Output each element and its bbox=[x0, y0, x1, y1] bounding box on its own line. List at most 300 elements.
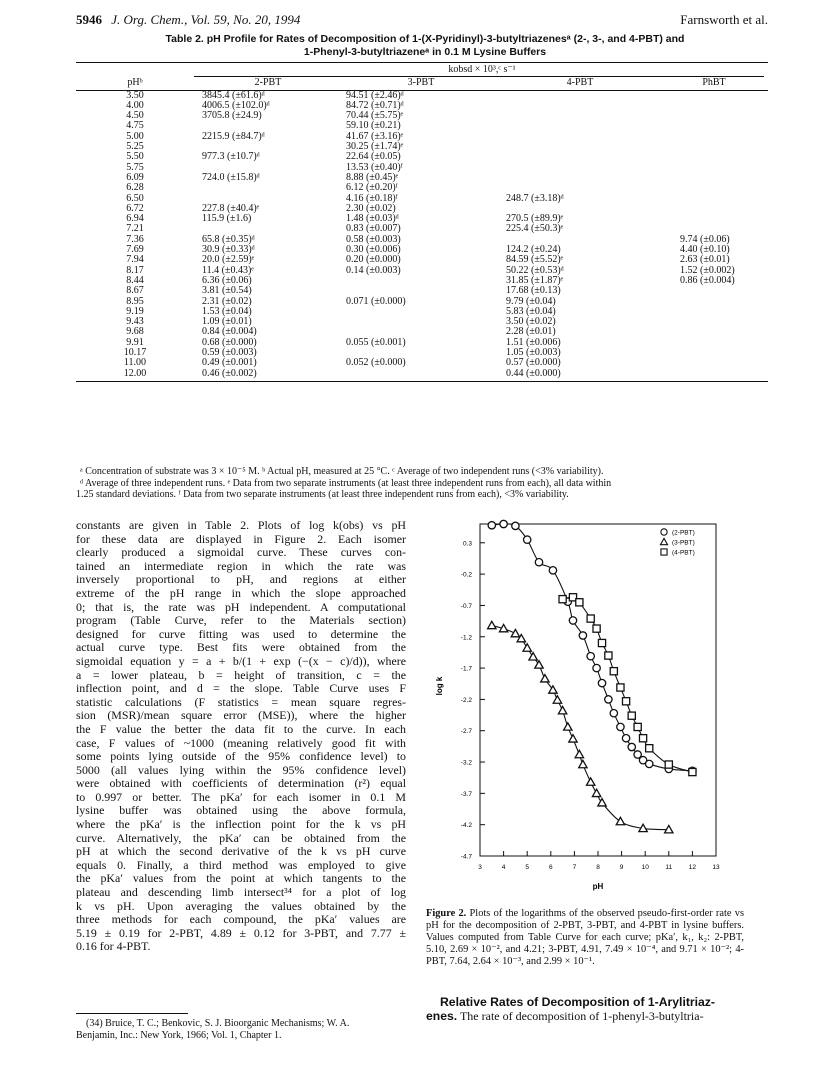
table-cell: 22.64 (±0.05) bbox=[346, 151, 401, 163]
figure-2 bbox=[426, 510, 746, 898]
table-cell: 11.00 bbox=[123, 357, 147, 369]
reference-line: (34) Bruice, T. C.; Benkovic, S. J. Bioorganic Mechanisms; W. A. bbox=[86, 1018, 350, 1029]
table-cell bbox=[342, 307, 500, 317]
table-cell: 270.5 (±89.9)ᵉ bbox=[506, 213, 564, 225]
table-cell: 9.91 bbox=[126, 336, 144, 348]
table-row bbox=[76, 317, 768, 327]
body-line: 5000 (all values lying within the 95% confidence level) bbox=[76, 762, 406, 777]
body-line: case, F values of ~1000 (meaning relatively good fit with bbox=[76, 735, 406, 750]
table-cell: 6.94 bbox=[126, 213, 144, 225]
table-cell: 70.44 (±5.75)ᵉ bbox=[346, 110, 404, 122]
table-cell bbox=[660, 152, 768, 162]
table-cell bbox=[660, 204, 768, 214]
table-cell: 7.36 bbox=[126, 233, 144, 245]
table-cell bbox=[500, 101, 660, 111]
table-cell: 6.36 (±0.06) bbox=[202, 274, 252, 286]
table-row bbox=[76, 297, 768, 307]
table-cell: 115.9 (±1.6) bbox=[202, 213, 252, 225]
data-point-triangle bbox=[558, 706, 566, 713]
table-cell bbox=[660, 369, 768, 379]
table-title-line: Table 2. pH Profile for Rates of Decomposition of 1-(X-Pyridinyl)-3-butyltriazenesᵃ (2-, 3-, and 4-PBT) and bbox=[165, 33, 685, 45]
table-row bbox=[76, 235, 768, 245]
x-tick-label: 4 bbox=[501, 864, 506, 871]
table-cell: 4.75 bbox=[126, 120, 144, 132]
data-point-square bbox=[593, 625, 600, 632]
table-cell bbox=[660, 183, 768, 193]
table-cell: 0.30 (±0.006) bbox=[346, 244, 401, 256]
data-point-circle bbox=[605, 696, 612, 703]
x-tick-label: 7 bbox=[572, 864, 577, 871]
data-point-circle bbox=[569, 617, 576, 624]
table-row bbox=[76, 266, 768, 276]
table-cell bbox=[660, 173, 768, 183]
body-line: the F value the better the data fit to the curve. In each bbox=[76, 721, 406, 736]
table-cell: 2.63 (±0.01) bbox=[680, 254, 730, 266]
data-point-triangle bbox=[553, 696, 561, 703]
data-point-circle bbox=[622, 735, 629, 742]
table-cell: 7.21 bbox=[126, 223, 144, 235]
table-cell: 0.20 (±0.000) bbox=[346, 254, 401, 266]
fit-curve-square bbox=[563, 597, 693, 772]
data-point-square bbox=[689, 768, 696, 775]
table-cell: 8.17 bbox=[126, 264, 144, 276]
table-cell bbox=[500, 163, 660, 173]
x-tick-label: 11 bbox=[665, 864, 673, 871]
table-cell bbox=[660, 91, 768, 101]
caption-text: Plots of the logarithms of the observed pseudo-first-order rate vs pH for the decomposition of 2-PBT, 3-PBT, and 4-PBT in lysine buffers. Values computed from Table Curve for each curve; pKa′, k₁, k₂: 2-PBT, 5.10, 2.69 × 10⁻², and 4.21; 3-PBT, 4.91, 7.49 × 10⁻⁴, and 9.71 × 10⁻²; 4-PBT, 7.64, 2.64 × 10⁻³, and 2.99 × 10⁻¹. bbox=[426, 908, 744, 967]
body-line: lysine buffer was obtained using the above formula, bbox=[76, 803, 406, 818]
table-cell: 8.88 (±0.45)ᵉ bbox=[346, 171, 399, 183]
footnote-line: ᵃ Concentration of substrate was 3 × 10⁻⁵ M. ᵇ Actual pH, measured at 25 °C. ᶜ Average of two independent runs (<3% variability). bbox=[80, 466, 604, 477]
x-tick-label: 9 bbox=[619, 864, 624, 871]
table-cell bbox=[342, 276, 500, 286]
table-body bbox=[76, 91, 768, 381]
table-cell: 5.75 bbox=[126, 161, 144, 173]
y-tick-label: -3.7 bbox=[460, 790, 472, 798]
caption-label: Figure 2. bbox=[426, 908, 467, 919]
table-row bbox=[76, 338, 768, 348]
body-line: where the pKa′ is the inflection point for the k vs pH bbox=[76, 817, 406, 832]
data-point-circle bbox=[593, 664, 600, 671]
data-point-square bbox=[622, 698, 629, 705]
column-header: PhBT bbox=[702, 77, 726, 89]
legend-marker-square bbox=[661, 549, 667, 555]
table-row bbox=[76, 286, 768, 296]
table-row bbox=[76, 111, 768, 121]
figure-2-chart bbox=[426, 510, 746, 898]
data-point-triangle bbox=[488, 621, 496, 628]
table-cell bbox=[660, 111, 768, 121]
data-point-square bbox=[559, 596, 566, 603]
table-cell bbox=[500, 132, 660, 142]
x-tick-label: 5 bbox=[525, 864, 530, 871]
table-row bbox=[76, 163, 768, 173]
table-cell: 0.14 (±0.003) bbox=[346, 264, 401, 276]
table-row bbox=[76, 152, 768, 162]
table-cell: 0.57 (±0.000) bbox=[506, 357, 561, 369]
x-tick-label: 3 bbox=[478, 864, 482, 871]
data-point-triangle bbox=[569, 735, 577, 742]
data-point-square bbox=[639, 735, 646, 742]
table-row bbox=[76, 132, 768, 142]
table-cell: 0.58 (±0.003) bbox=[346, 233, 401, 245]
table-cell bbox=[500, 152, 660, 162]
table-cell: 0.46 (±0.002) bbox=[202, 367, 257, 379]
table-cell: 0.59 (±0.003) bbox=[202, 347, 257, 359]
table-cell: 1.05 (±0.003) bbox=[506, 347, 561, 359]
table-cell: 8.44 bbox=[126, 274, 144, 286]
table-cell: 6.12 (±0.20)ᶠ bbox=[346, 182, 398, 194]
table-cell: 0.44 (±0.000) bbox=[506, 367, 561, 379]
body-line: designed for curve fitting was used to determine the bbox=[76, 626, 406, 641]
table-cell bbox=[342, 317, 500, 327]
table-cell: 9.43 bbox=[126, 316, 144, 328]
table-row bbox=[76, 194, 768, 204]
table-cell: 12.00 bbox=[123, 367, 147, 379]
table-cell: 3845.4 (±61.6)ᵈ bbox=[202, 89, 265, 101]
data-point-circle bbox=[598, 679, 605, 686]
table-row bbox=[76, 255, 768, 265]
data-table bbox=[76, 62, 768, 382]
data-point-triangle bbox=[541, 675, 549, 682]
table-cell: 2.31 (±0.02) bbox=[202, 295, 252, 307]
legend-label: (4-PBT) bbox=[672, 549, 695, 557]
table-cell: 7.94 bbox=[126, 254, 144, 266]
data-point-circle bbox=[488, 522, 495, 529]
table-row bbox=[76, 121, 768, 131]
reference-line: Benjamin, Inc.: New York, 1966; Vol. 1, Chapter 1. bbox=[76, 1029, 282, 1041]
x-tick-label: 10 bbox=[641, 864, 649, 871]
y-tick-label: -1.7 bbox=[460, 665, 472, 673]
data-point-circle bbox=[500, 520, 507, 527]
running-head bbox=[76, 12, 768, 30]
data-point-square bbox=[628, 712, 635, 719]
table-cell: 17.68 (±0.13) bbox=[506, 285, 561, 297]
table-cell bbox=[342, 369, 500, 379]
table-cell: 11.4 (±0.43)ᵉ bbox=[202, 264, 254, 276]
table-cell bbox=[660, 101, 768, 111]
table-cell: 977.3 (±10.7)ᵈ bbox=[202, 151, 260, 163]
table-row bbox=[76, 142, 768, 152]
data-point-circle bbox=[587, 652, 594, 659]
table-cell bbox=[500, 121, 660, 131]
data-point-circle bbox=[549, 567, 556, 574]
table-row bbox=[76, 348, 768, 358]
table-cell: 7.69 bbox=[126, 244, 144, 256]
page-number: 5946 bbox=[76, 12, 102, 27]
table-cell bbox=[500, 173, 660, 183]
data-point-triangle bbox=[575, 750, 583, 757]
table-cell: 0.68 (±0.000) bbox=[202, 336, 257, 348]
body-line: actual curve type. Best fits were obtained from the bbox=[76, 640, 406, 655]
table-cell: 3.81 (±0.54) bbox=[202, 285, 252, 297]
table-cell: 724.0 (±15.8)ᵈ bbox=[202, 171, 260, 183]
table-row bbox=[76, 204, 768, 214]
body-line: a = lower plateau, b = height of transition, c = the bbox=[76, 667, 406, 682]
table-row bbox=[76, 276, 768, 286]
data-point-circle bbox=[617, 723, 624, 730]
y-tick-label: -2.2 bbox=[460, 696, 472, 704]
body-line: k vs pH. Upon averaging the values obtained by the bbox=[76, 898, 406, 913]
body-line: sigmoidal equation y = a + b/(1 + exp (−(x − c)/d)), where bbox=[76, 653, 406, 668]
y-tick-label: -2.7 bbox=[460, 728, 472, 736]
table-cell bbox=[660, 317, 768, 327]
table-cell bbox=[660, 358, 768, 368]
footnote-line: ᵈ Average of three independent runs. ᵉ Data from two separate instruments (at least three independent runs from each), all data within bbox=[80, 477, 612, 489]
fit-curve-circle bbox=[492, 524, 693, 771]
y-tick-label: -0.2 bbox=[460, 571, 472, 579]
table-cell bbox=[342, 286, 500, 296]
table-cell: 8.67 bbox=[126, 285, 144, 297]
section-start bbox=[426, 995, 744, 1023]
table-row bbox=[76, 327, 768, 337]
table-cell: 10.17 bbox=[123, 347, 147, 359]
data-point-triangle bbox=[616, 817, 624, 824]
data-point-triangle bbox=[592, 789, 600, 796]
x-axis-label: pH bbox=[592, 882, 604, 891]
legend-marker-circle bbox=[661, 529, 667, 535]
table-cell: 4.40 (±0.10) bbox=[680, 244, 730, 256]
table-cell: 84.72 (±0.71)ᵈ bbox=[346, 99, 404, 111]
table-cell: 8.95 bbox=[126, 295, 144, 307]
body-line: equals 0. Finally, a third method was employed to give bbox=[76, 857, 406, 872]
column-header: 2-PBT bbox=[254, 77, 282, 89]
body-line: inflection point, and d = the slope. Table Curve uses F bbox=[76, 681, 406, 696]
table-cell: 0.84 (±0.004) bbox=[202, 326, 257, 338]
table-cell: 0.071 (±0.000) bbox=[346, 295, 406, 307]
table-row bbox=[76, 91, 768, 101]
legend-marker-triangle bbox=[660, 538, 667, 544]
table-cell: 3.50 (±0.02) bbox=[506, 316, 556, 328]
table-cell: 65.8 (±0.35)ᵈ bbox=[202, 233, 255, 245]
x-tick-label: 12 bbox=[688, 864, 697, 871]
table-cell bbox=[500, 91, 660, 101]
body-line: some points lying outside of the 95% confidence level) to bbox=[76, 749, 406, 764]
column-header: pHᵇ bbox=[127, 77, 143, 89]
body-line: extreme of the pH range in which the slope approached bbox=[76, 585, 406, 600]
data-point-triangle bbox=[511, 629, 519, 636]
table-header-row bbox=[76, 78, 768, 90]
y-tick-label: -0.7 bbox=[460, 602, 472, 610]
table-row bbox=[76, 224, 768, 234]
data-point-square bbox=[576, 599, 583, 606]
data-point-circle bbox=[646, 760, 653, 767]
table-cell: 20.0 (±2.59)ᵉ bbox=[202, 254, 255, 266]
table-row bbox=[76, 358, 768, 368]
table-cell: 4.00 bbox=[126, 99, 144, 111]
body-line: 0; that is, the rate was pH independent. A computational bbox=[76, 599, 406, 614]
table-cell: 4006.5 (±102.0)ᵈ bbox=[202, 99, 270, 111]
legend-label: (2-PBT) bbox=[672, 529, 695, 537]
body-line: sion (MSR)/mean square error (MSE)), where the higher bbox=[76, 708, 406, 723]
table-cell bbox=[660, 307, 768, 317]
data-point-square bbox=[598, 639, 605, 646]
legend-label: (3-PBT) bbox=[672, 539, 695, 547]
body-line: program (Table Curve, refer to the Materials section) bbox=[76, 613, 406, 628]
data-point-triangle bbox=[535, 661, 543, 668]
x-tick-label: 6 bbox=[548, 864, 553, 871]
table-cell bbox=[660, 194, 768, 204]
body-line: plateau and descending limb intersect³⁴ for a plot of log bbox=[76, 885, 406, 900]
data-point-circle bbox=[512, 522, 519, 529]
table-cell: 1.48 (±0.03)ᵈ bbox=[346, 213, 399, 225]
journal-citation: J. Org. Chem., Vol. 59, No. 20, 1994 bbox=[111, 12, 301, 27]
table-row bbox=[76, 369, 768, 379]
data-point-circle bbox=[610, 709, 617, 716]
data-point-square bbox=[617, 684, 624, 691]
table-cell bbox=[660, 214, 768, 224]
table-cell: 3705.8 (±24.9) bbox=[202, 110, 262, 122]
column-header: 3-PBT bbox=[407, 77, 435, 89]
table-cell: 4.50 bbox=[126, 110, 144, 122]
table-cell: 0.83 (±0.007) bbox=[346, 223, 401, 235]
table-row bbox=[76, 173, 768, 183]
table-cell: 94.51 (±2.46)ᵈ bbox=[346, 89, 404, 101]
body-line: statistic calculations (F statistics = mean square regres- bbox=[76, 694, 406, 709]
body-line: 0.16 for 4-PBT. bbox=[76, 939, 151, 954]
body-line: the pKa′ values from the point at which tangents to the bbox=[76, 871, 406, 886]
table-cell bbox=[660, 327, 768, 337]
table-cell: 6.09 bbox=[126, 171, 144, 183]
running-author: Farnsworth et al. bbox=[680, 12, 768, 27]
header-rule bbox=[194, 76, 764, 77]
table-cell: 6.28 bbox=[126, 182, 144, 194]
table-cell: 9.79 (±0.04) bbox=[506, 295, 556, 307]
table-cell bbox=[660, 297, 768, 307]
data-point-square bbox=[646, 745, 653, 752]
body-line: were obtained with coefficients of determination (r²) equal bbox=[76, 776, 406, 791]
table-title-line: 1-Phenyl-3-butyltriazeneᵃ in 0.1 M Lysine Buffers bbox=[303, 46, 547, 58]
body-line: 5.19 ± 0.19 for 2-PBT, 4.89 ± 0.12 for 3-PBT, and 7.77 ± bbox=[76, 925, 406, 940]
data-point-square bbox=[587, 615, 594, 622]
table-footnotes bbox=[76, 466, 772, 501]
data-point-circle bbox=[524, 536, 531, 543]
table-cell: 0.86 (±0.004) bbox=[680, 274, 735, 286]
table-row bbox=[76, 101, 768, 111]
body-line: constants are given in Table 2. Plots of log k(obs) vs pH bbox=[76, 518, 406, 532]
table-cell: 59.10 (±0.21) bbox=[346, 120, 401, 132]
table-cell bbox=[500, 142, 660, 152]
table-cell bbox=[660, 163, 768, 173]
table-title bbox=[80, 33, 770, 59]
table-cell: 0.49 (±0.001) bbox=[202, 357, 257, 369]
table-cell: 84.59 (±5.52)ᵉ bbox=[506, 254, 564, 266]
y-axis-label: log k bbox=[435, 676, 444, 696]
table-cell: 0.055 (±0.001) bbox=[346, 336, 406, 348]
table-cell bbox=[194, 183, 342, 193]
table-cell: 30.25 (±1.74)ᵉ bbox=[346, 141, 404, 153]
table-row bbox=[76, 214, 768, 224]
table-cell: 1.52 (±0.002) bbox=[680, 264, 735, 276]
column-header: 4-PBT bbox=[566, 77, 594, 89]
table-cell: 227.8 (±40.4)ᵉ bbox=[202, 202, 260, 214]
body-line: curve. Alternatively, the pKa′ can be obtained from the bbox=[76, 830, 406, 845]
data-point-triangle bbox=[598, 799, 606, 806]
table-cell: 0.052 (±0.000) bbox=[346, 357, 406, 369]
table-cell: 2.30 (±0.02) bbox=[346, 202, 396, 214]
table-cell: 124.2 (±0.24) bbox=[506, 244, 561, 256]
table-cell: 1.09 (±0.01) bbox=[202, 316, 252, 328]
data-point-circle bbox=[628, 743, 635, 750]
data-point-square bbox=[665, 761, 672, 768]
table-cell: 9.68 bbox=[126, 326, 144, 338]
table-cell: 13.53 (±0.40)ᶠ bbox=[346, 161, 403, 173]
table-cell: 4.16 (±0.18)ᶠ bbox=[346, 192, 398, 204]
table-cell: 50.22 (±0.53)ᵈ bbox=[506, 264, 564, 276]
data-point-triangle bbox=[564, 723, 572, 730]
body-text bbox=[76, 519, 406, 954]
data-point-square bbox=[605, 652, 612, 659]
table-cell bbox=[660, 286, 768, 296]
data-point-triangle bbox=[549, 686, 557, 693]
body-line: for these data are displayed in Figure 2. Each isomer bbox=[76, 531, 406, 546]
table-cell: 225.4 (±50.3)ᵉ bbox=[506, 223, 564, 235]
y-tick-label: -4.7 bbox=[460, 853, 472, 861]
table-cell: 5.83 (±0.04) bbox=[506, 305, 556, 317]
table-cell: 6.50 bbox=[126, 192, 144, 204]
body-line: clearly produced a sigmoidal curve. These curves con- bbox=[76, 545, 406, 560]
kobs-header: kobsd × 10³,ᶜ s⁻¹ bbox=[448, 64, 516, 75]
table-row bbox=[76, 307, 768, 317]
section-text: The rate of decomposition of 1-phenyl-3-butyltria- bbox=[459, 1009, 704, 1023]
data-point-triangle bbox=[529, 653, 537, 660]
table-cell: 41.67 (±3.16)ᵉ bbox=[346, 130, 404, 142]
table-cell: 9.74 (±0.06) bbox=[680, 233, 730, 245]
data-point-square bbox=[634, 723, 641, 730]
table-cell bbox=[660, 338, 768, 348]
table-cell bbox=[660, 348, 768, 358]
table-cell: 30.9 (±0.33)ᵈ bbox=[202, 244, 255, 256]
table-cell: 3.50 bbox=[126, 89, 144, 101]
x-tick-label: 13 bbox=[712, 864, 720, 871]
body-line: pH at which the second derivative of the k vs pH curve bbox=[76, 844, 406, 859]
table-cell: 248.7 (±3.18)ᵈ bbox=[506, 192, 564, 204]
section-heading-cont: enes. bbox=[426, 1009, 458, 1023]
y-tick-label: -1.2 bbox=[460, 634, 472, 642]
table-row bbox=[76, 183, 768, 193]
table-cell: 1.53 (±0.04) bbox=[202, 305, 252, 317]
body-line: three methods for each compound, the pKa′ values are bbox=[76, 912, 406, 927]
body-line: to 0.997 or better. The pKa′ for each isomer in 0.1 M bbox=[76, 789, 406, 804]
figure-caption bbox=[426, 908, 744, 968]
table-cell: 5.50 bbox=[126, 151, 144, 163]
y-tick-label: 0.3 bbox=[462, 540, 472, 548]
footnote-line: 1.25 standard deviations. ᶠ Data from two separate instruments (at least three independent runs from each), <3% variability. bbox=[76, 489, 569, 500]
table-cell: 5.00 bbox=[126, 130, 144, 142]
y-tick-label: -4.2 bbox=[460, 822, 472, 830]
table-cell: 6.72 bbox=[126, 202, 144, 214]
fit-curve-triangle bbox=[492, 625, 669, 829]
section-heading: Relative Rates of Decomposition of 1-Arylitriaz- bbox=[440, 995, 715, 1009]
data-point-circle bbox=[579, 632, 586, 639]
reference-34 bbox=[76, 1018, 406, 1041]
table-cell bbox=[500, 111, 660, 121]
data-point-triangle bbox=[586, 778, 594, 785]
body-line: tained an intermediate region in which the rate was bbox=[76, 558, 406, 573]
data-point-triangle bbox=[523, 644, 531, 651]
data-point-circle bbox=[535, 559, 542, 566]
data-point-triangle bbox=[579, 760, 587, 767]
table-cell bbox=[660, 142, 768, 152]
table-cell: 5.25 bbox=[126, 141, 144, 153]
table-cell bbox=[660, 121, 768, 131]
table-cell: 2.28 (±0.01) bbox=[506, 326, 556, 338]
data-point-square bbox=[610, 668, 617, 675]
table-cell: 1.51 (±0.006) bbox=[506, 336, 561, 348]
table-cell: 31.85 (±1.87)ᵉ bbox=[506, 274, 564, 286]
y-tick-label: -3.2 bbox=[460, 759, 472, 767]
table-cell: 2215.9 (±84.7)ᵈ bbox=[202, 130, 265, 142]
